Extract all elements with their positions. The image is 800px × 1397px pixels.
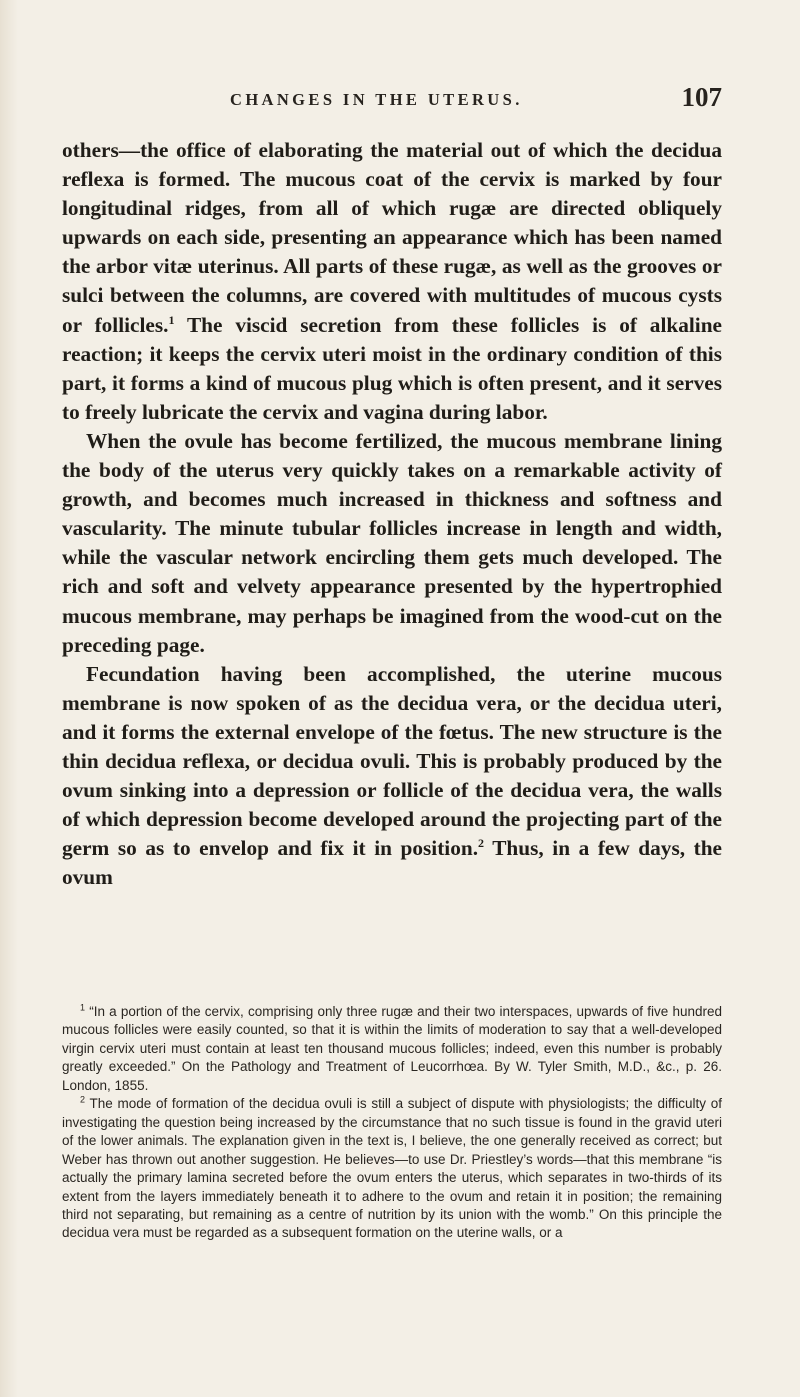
paragraph-3-text: Fecundation having been accomplished, the uterine mucous membrane is now spoken of as the decidua vera, or the decidua uteri, and it forms the external envelope of the fœtus. The new structure is the thin decidua reflexa, or decidua ovuli. This is probably produced by the ovum sinking into a depression or follicle of the decidua vera, the walls of which depression become developed around the projecting part of the germ so as to envelop and fix it in position.	[62, 661, 722, 861]
paragraph-3-continuation: Thus, in a few days, the ovum	[62, 836, 723, 890]
footnote-2	[62, 1095, 722, 1243]
paragraph-1-text: others—the office of elaborating the material out of which the decidua reflexa is formed. The mucous coat of the cervix is marked by four longitudinal ridges, from all of which rugæ are directed obliquely upwards on each side, presenting an appearance which has been named the arbor vitæ uterinus. All parts of these rugæ, as well as the grooves or sulci between the columns, are covered with multitudes of mucous cysts or follicles.	[62, 138, 722, 337]
paragraph-2: When the ovule has become fertilized, the mucous membrane lining the body of the uterus very quickly takes on a remarkable activity of growth, and becomes much increased in thickness and softness and vascularity. The minute tubular follicles increase in length and width, while the vascular network encircling them gets much developed. The rich and soft and velvety appearance presented by the hypertrophied mucous membrane, may perhaps be imagined from the wood-cut on the preceding page.	[62, 428, 722, 657]
paragraph-3	[62, 660, 722, 893]
page-edge-shadow	[0, 0, 18, 1397]
footnote-reference-2: 2	[478, 836, 485, 851]
footnote-2-marker: 2	[80, 1094, 86, 1105]
footnote-reference-1: 1	[168, 312, 175, 327]
running-head: CHANGES IN THE UTERUS.	[230, 90, 523, 109]
page-header	[62, 82, 722, 120]
page-number: 107	[681, 82, 722, 112]
paragraph-1-continuation: The viscid secretion from these follicles is of alkaline reaction; it keeps the cervix uteri moist in the ordinary condition of this part, it forms a kind of mucous plug which is often present, and it serves to freely lubricate the cervix and vagina during labor.	[62, 312, 722, 424]
paragraph-1	[62, 136, 722, 427]
body-text	[62, 136, 722, 892]
footnote-2-text: The mode of formation of the decidua ovuli is still a subject of dispute with physiologists; the difficulty of investigating the question being increased by the circumstance that no such tissue is found in the gravid uteri of the lower animals. The explanation given in the text is, I believe, the one generally received as correct; but Weber has thrown out another suggestion. He believes—to use Dr. Priestley’s words—that this membrane “is actually the primary lamina secreted before the ovum enters the uterus, which separates in two-thirds of its extent from the layers immediately beneath it to adhere to the ovum and retain it in position; the remaining third not separating, but remaining as a centre of nutrition by its union with the womb.” On this principle the decidua vera must be regarded as a subsequent formation on the uterine walls, or a	[62, 1096, 722, 1241]
footnote-1	[62, 1003, 722, 1095]
footnotes	[62, 1003, 722, 1243]
footnote-1-text: “In a portion of the cervix, comprising only three rugæ and their two interspaces, upwards of five hundred mucous follicles were easily counted, so that it is within the limits of moderation to say that a well-developed virgin cervix uteri must contain at least ten thousand mucous follicles; indeed, even this number is probably greatly exceeded.” On the Pathology and Treatment of Leucorrhœa. By W. Tyler Smith, M.D., &c., p. 26. London, 1855.	[62, 1004, 722, 1093]
footnote-1-marker: 1	[80, 1002, 86, 1013]
